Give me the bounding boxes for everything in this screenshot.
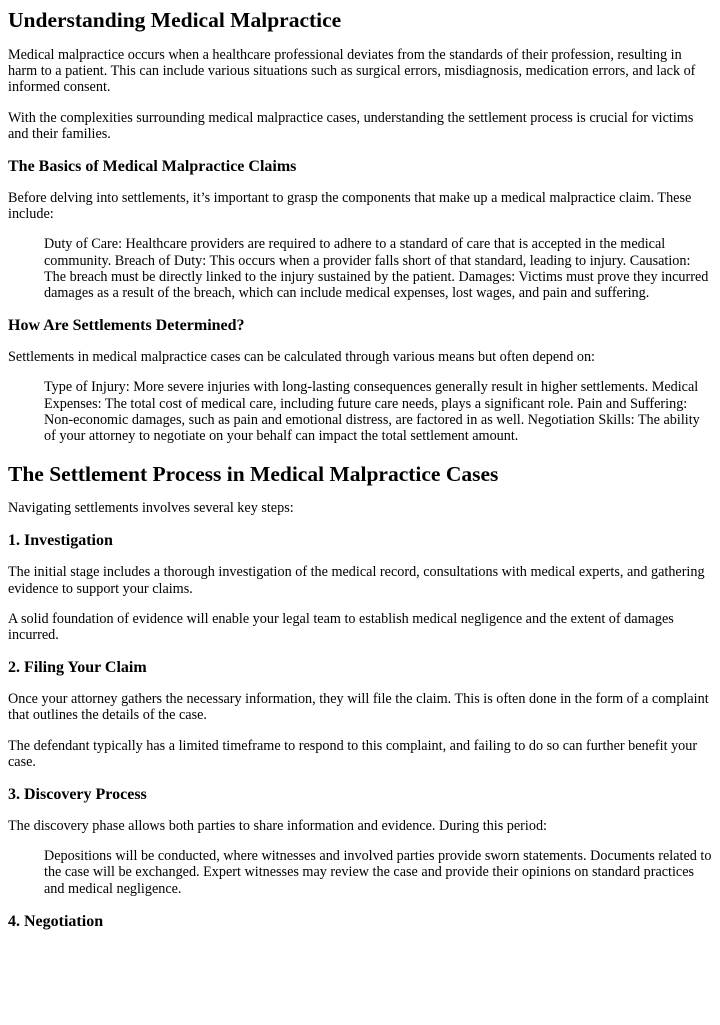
heading-discovery: 3. Discovery Process (8, 786, 147, 804)
filing-paragraph: Once your attorney gathers the necessary information, they will file the claim. This is often done in the form of a complaint that outlines the details of the case. (8, 691, 709, 724)
heading-basics: The Basics of Medical Malpractice Claims (8, 158, 297, 176)
filing-paragraph-2: The defendant typically has a limited timeframe to respond to this complaint, and failing to do so can further benefit your case. (8, 737, 698, 770)
discovery-items-quote: Depositions will be conducted, where witnesses and involved parties provide sworn statements. Documents related to the case will be exchanged. Expert witnesses may review the case and provide their opinions on standard practices and medical negligence. (44, 848, 712, 897)
heading-investigation: 1. Investigation (8, 532, 113, 550)
basics-components-quote: Duty of Care: Healthcare providers are required to adhere to a standard of care that is accepted in the medical community. Breach of Duty: This occurs when a provider falls short of that standard, leading to injury. Causation: The breach must be directly linked to the injury sustained by the patient. Damages: Victims must prove they incurred damages as a result of the breach, which can include medical expenses, lost wages, and pain and suffering. (44, 236, 709, 302)
intro-paragraph: Medical malpractice occurs when a healthcare professional deviates from the standards of their profession, resulting in harm to a patient. This can include various situations such as surgical errors, misdiagnosis, medication errors, and lack of informed consent. (8, 47, 696, 96)
investigation-paragraph-2: A solid foundation of evidence will enable your legal team to establish medical negligence and the extent of damages incurred. (8, 610, 674, 644)
settlement-intro-paragraph: Navigating settlements involves several key steps: (8, 500, 294, 517)
heading-determined: How Are Settlements Determined? (8, 317, 245, 335)
article (0, 8, 712, 931)
section-title-settlement-process: The Settlement Process in Medical Malpractice Cases (8, 462, 499, 487)
discovery-paragraph: The discovery phase allows both parties to share information and evidence. During this period: (8, 818, 547, 835)
intro-paragraph-2: With the complexities surrounding medical malpractice cases, understanding the settlement process is crucial for victims and their families. (8, 109, 694, 142)
heading-filing: 2. Filing Your Claim (8, 659, 147, 677)
determined-paragraph: Settlements in medical malpractice cases can be calculated through various means but often depend on: (8, 349, 595, 366)
determined-factors-quote: Type of Injury: More severe injuries with long-lasting consequences generally result in higher settlements. Medical Expenses: The total cost of medical care, including future care needs, plays a significant role. Pain and Suffering: Non-economic damages, such as pain and emotional distress, are factored in as well. Negotiation Skills: The ability of your attorney to negotiate on your behalf can impact the total settlement amount. (44, 379, 700, 445)
page-title: Understanding Medical Malpractice (8, 8, 342, 32)
heading-negotiation: 4. Negotiation (8, 912, 104, 930)
basics-paragraph: Before delving into settlements, it’s important to grasp the components that make up a medical malpractice claim. These include: (8, 190, 692, 223)
investigation-paragraph: The initial stage includes a thorough investigation of the medical record, consultations with medical experts, and gathering evidence to support your claims. (8, 564, 705, 597)
